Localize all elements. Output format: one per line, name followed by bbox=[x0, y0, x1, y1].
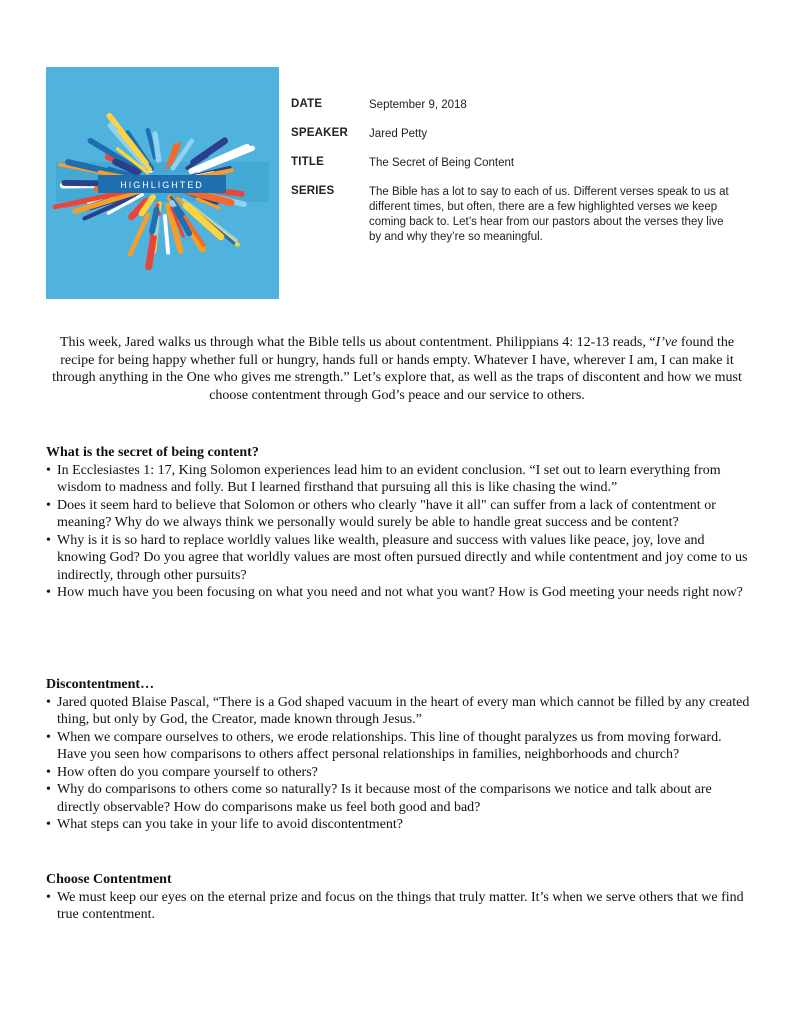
meta-key: DATE bbox=[291, 98, 323, 110]
section-heading: Choose Contentment bbox=[46, 872, 172, 887]
burst-ray bbox=[130, 215, 148, 255]
bullet-item: • What steps can you take in your life to avoid discontentment? bbox=[46, 816, 752, 834]
bullet-item: • Why is it is so hard to replace worldly values like wealth, pleasure and success with values like peace, joy, love and knowing God? Do you agree that worldly values are most often pursued directly and while contentment and joy come to us indirectly, through other pursuits? bbox=[46, 532, 752, 585]
meta-value: Jared Petty bbox=[369, 128, 428, 140]
art-label: HIGHLIGHTED bbox=[120, 180, 204, 190]
section-heading: Discontentment… bbox=[46, 677, 155, 692]
burst-ray bbox=[155, 134, 159, 160]
bullet-item: • How often do you compare yourself to others? bbox=[46, 764, 752, 782]
highlighted-burst-image bbox=[46, 67, 279, 299]
series-artwork bbox=[46, 67, 279, 299]
meta-key: TITLE bbox=[291, 156, 324, 168]
section-secret-of-content bbox=[46, 444, 752, 602]
meta-row-speaker bbox=[291, 127, 751, 142]
intro-text-end: found the recipe for being happy whether full or hungry, hands full or hands empty. Whatever I have, wherever I am, I can make it through anything in the One who gives me strength.” Let’s explore that, as well as the traps of discontent and how we must choose contentment through God’s peace and our service to others. bbox=[52, 335, 742, 403]
meta-row-series bbox=[291, 185, 751, 245]
section-discontentment bbox=[46, 676, 752, 834]
meta-key: SERIES bbox=[291, 185, 335, 197]
intro-italic: I’ve bbox=[655, 335, 678, 350]
bullet-item: • Does it seem hard to believe that Solomon or others who clearly "have it all" can suffer from a lack of contentment or meaning? Why do we always think we personally would surely be able to handle great success and be content? bbox=[46, 497, 752, 532]
intro-text-start: This week, Jared walks us through what the Bible tells us about contentment. Philippians 4: 12-13 reads, “ bbox=[59, 335, 656, 350]
meta-key: SPEAKER bbox=[291, 127, 348, 139]
section-heading: What is the secret of being content? bbox=[46, 445, 259, 460]
bullet-item: • In Ecclesiastes 1: 17, King Solomon experiences lead him to an evident conclusion. “I set out to learn everything from wisdom to madness and folly. But I learned firsthand that pursuing all this is like chasing the wind.” bbox=[46, 462, 752, 497]
bullet-item: • When we compare ourselves to others, we erode relationships. This line of thought paralyzes us from moving forward. Have you seen how comparisons to others affect personal relationships in families, neighborhoods and church? bbox=[46, 729, 752, 764]
bullet-item: • Jared quoted Blaise Pascal, “There is a God shaped vacuum in the heart of every man which cannot be filled by any created thing, but only by God, the Creator, made known through Jesus.” bbox=[46, 694, 752, 729]
section-choose-contentment bbox=[46, 871, 752, 924]
bullet-item: • How much have you been focusing on what you need and not what you want? How is God meeting your needs right now? bbox=[46, 584, 752, 602]
bullet-list bbox=[46, 889, 752, 924]
meta-value: September 9, 2018 bbox=[369, 99, 467, 111]
bullet-item: • Why do comparisons to others come so naturally? Is it because most of the comparisons we notice and talk about are directly observable? How do comparisons make us feel both good and bad? bbox=[46, 781, 752, 816]
meta-row-title bbox=[291, 156, 751, 171]
bullet-list bbox=[46, 694, 752, 834]
intro-paragraph bbox=[46, 334, 748, 404]
sermon-metadata bbox=[291, 98, 751, 259]
meta-row-date bbox=[291, 98, 751, 113]
bullet-list bbox=[46, 462, 752, 602]
meta-value: The Bible has a lot to say to each of us. Different verses speak to us at different times, but often, there are a few highlighted verses we keep coming back to. Let’s hear from our pastors about the verses they live by and why they’re so meaningful. bbox=[369, 186, 729, 243]
meta-value: The Secret of Being Content bbox=[369, 157, 515, 169]
bullet-item: • We must keep our eyes on the eternal prize and focus on the things that truly matter. It’s when we serve others that we find true contentment. bbox=[46, 889, 752, 924]
burst-ray bbox=[165, 216, 168, 253]
